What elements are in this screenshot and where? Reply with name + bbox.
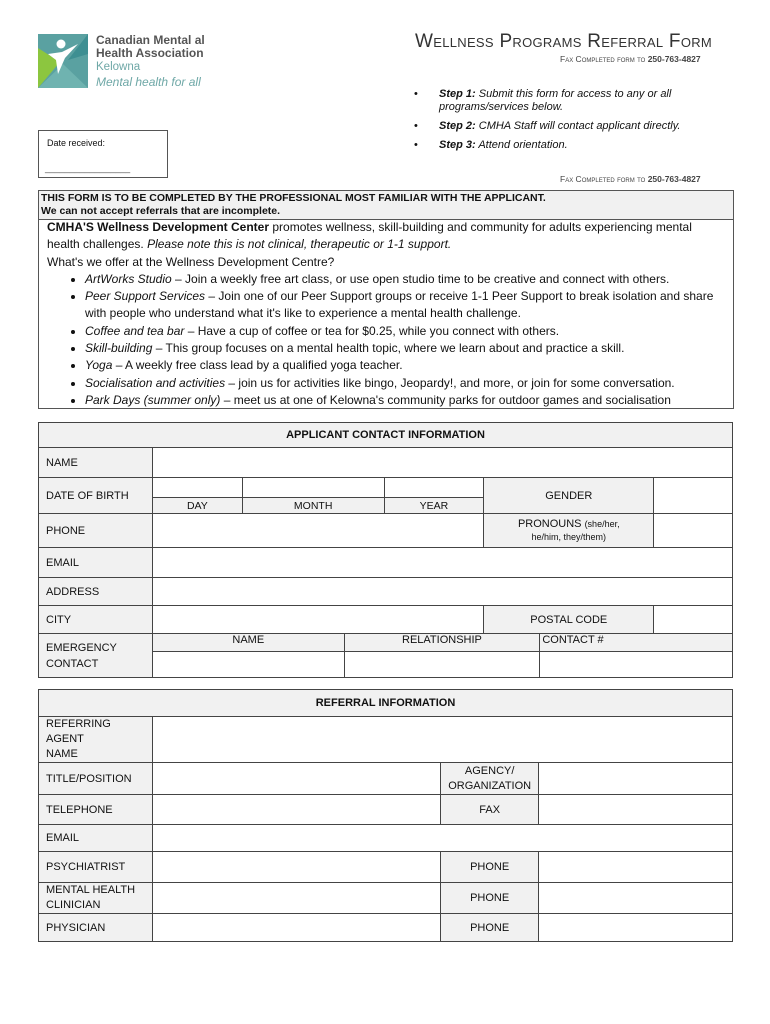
dob-year-field[interactable] <box>384 478 484 498</box>
dob-day-field[interactable] <box>152 478 242 498</box>
ec-relationship-label: RELATIONSHIP <box>344 634 540 652</box>
program-item: • Skill-building – This group focuses on a mental health topic, where we learn about and practice a skill. <box>85 340 733 357</box>
dob-month-field[interactable] <box>242 478 384 498</box>
name-field[interactable] <box>152 448 732 478</box>
ref-email-label: EMAIL <box>39 825 153 852</box>
telephone-field[interactable] <box>152 795 440 825</box>
physician-phone-label: PHONE <box>441 914 539 942</box>
applicant-header: APPLICANT CONTACT INFORMATION <box>39 423 733 448</box>
ec-contact-field[interactable] <box>540 652 733 678</box>
fax-field[interactable] <box>539 795 733 825</box>
notice-line2: We can not accept referrals that are incomplete. <box>41 205 281 217</box>
city-label: CITY <box>39 606 153 634</box>
physician-field[interactable] <box>152 914 440 942</box>
postal-label: POSTAL CODE <box>484 606 654 634</box>
date-received-line[interactable]: _________________ <box>45 163 131 173</box>
gender-label: GENDER <box>484 478 654 514</box>
ref-email-field[interactable] <box>152 825 732 852</box>
name-label: NAME <box>39 448 153 478</box>
fax-label: FAX <box>441 795 539 825</box>
dob-year-label: YEAR <box>384 498 484 514</box>
org-name-line2: Health Association <box>96 46 204 60</box>
fax-line-bottom: Fax Completed form to 250-763-4827 <box>560 174 701 184</box>
ec-name-label: NAME <box>152 634 344 652</box>
mh-clinician-label: MENTAL HEALTH CLINICIAN <box>39 883 153 914</box>
title-position-field[interactable] <box>152 763 440 795</box>
psychiatrist-phone-label: PHONE <box>441 852 539 883</box>
mh-clinician-field[interactable] <box>152 883 440 914</box>
org-name-line1: Canadian Mental al <box>96 33 205 47</box>
notice-box <box>38 190 734 220</box>
intro-paragraph: CMHA'S Wellness Development Center promotes wellness, skill-building and community for adults experiencing mental health challenges. Please note this is not clinical, therapeutic or 1-1 support. <box>47 220 692 252</box>
email-field[interactable] <box>152 548 732 578</box>
email-label: EMAIL <box>39 548 153 578</box>
psychiatrist-field[interactable] <box>152 852 440 883</box>
org-tagline: Mental health for all <box>96 75 201 89</box>
mh-clinician-phone-field[interactable] <box>539 883 733 914</box>
program-item: • Peer Support Services – Join one of our Peer Support groups or receive 1-1 Peer Support to break isolation and share with people who understand what it's like to experience a mental health challenge. <box>85 288 733 323</box>
dob-day-label: DAY <box>152 498 242 514</box>
fax-line-top: Fax Completed form to 250-763-4827 <box>560 54 701 64</box>
dob-month-label: MONTH <box>242 498 384 514</box>
date-received-label: Date received: <box>47 138 106 148</box>
address-label: ADDRESS <box>39 578 153 606</box>
ec-relationship-field[interactable] <box>344 652 540 678</box>
agency-label: AGENCY/ ORGANIZATION <box>441 763 539 795</box>
referring-agent-label: REFERRING AGENT NAME <box>39 717 153 763</box>
program-item: • Socialisation and activities – join us for activities like bingo, Jeopardy!, and more, or join for some conversation. <box>85 375 733 392</box>
program-item: • Yoga – A weekly free class lead by a qualified yoga teacher. <box>85 357 733 374</box>
org-branch: Kelowna <box>96 61 141 73</box>
cmha-logo <box>38 34 88 88</box>
referral-header: REFERRAL INFORMATION <box>39 690 733 717</box>
gender-field[interactable] <box>654 478 733 514</box>
telephone-label: TELEPHONE <box>39 795 153 825</box>
postal-field[interactable] <box>654 606 733 634</box>
program-item: • ArtWorks Studio – Join a weekly free art class, or use open studio time to be creative and connect with others. <box>85 271 733 288</box>
referring-agent-field[interactable] <box>152 717 732 763</box>
phone-label: PHONE <box>39 514 153 548</box>
title-position-label: TITLE/POSITION <box>39 763 153 795</box>
emergency-label: EMERGENCY CONTACT <box>39 634 153 678</box>
dob-label: DATE OF BIRTH <box>39 478 153 514</box>
referral-table <box>38 689 733 942</box>
physician-label: PHYSICIAN <box>39 914 153 942</box>
mh-clinician-phone-label: PHONE <box>441 883 539 914</box>
notice-line1: THIS FORM IS TO BE COMPLETED BY THE PROFESSIONAL MOST FAMILIAR WITH THE APPLICANT. <box>41 192 546 204</box>
phone-field[interactable] <box>152 514 483 548</box>
address-field[interactable] <box>152 578 732 606</box>
program-list <box>39 271 733 409</box>
psychiatrist-phone-field[interactable] <box>539 852 733 883</box>
city-field[interactable] <box>152 606 483 634</box>
ec-contact-label: CONTACT # <box>540 634 733 652</box>
program-info <box>38 218 734 409</box>
agency-field[interactable] <box>539 763 733 795</box>
date-received-box <box>38 130 168 178</box>
psychiatrist-label: PSYCHIATRIST <box>39 852 153 883</box>
physician-phone-field[interactable] <box>539 914 733 942</box>
pronouns-field[interactable] <box>654 514 733 548</box>
pronouns-label: PRONOUNS (she/her, he/him, they/them) <box>484 514 654 548</box>
offer-question: What's we offer at the Wellness Development Centre? <box>47 254 335 269</box>
applicant-table <box>38 422 733 678</box>
program-item: • Coffee and tea bar – Have a cup of coffee or tea for $0.25, while you connect with others. <box>85 323 733 340</box>
program-item: • Park Days (summer only) – meet us at one of Kelowna's community parks for outdoor games and socialisation <box>85 392 733 409</box>
ec-name-field[interactable] <box>152 652 344 678</box>
form-title: Wellness Programs Referral Form <box>415 31 713 52</box>
